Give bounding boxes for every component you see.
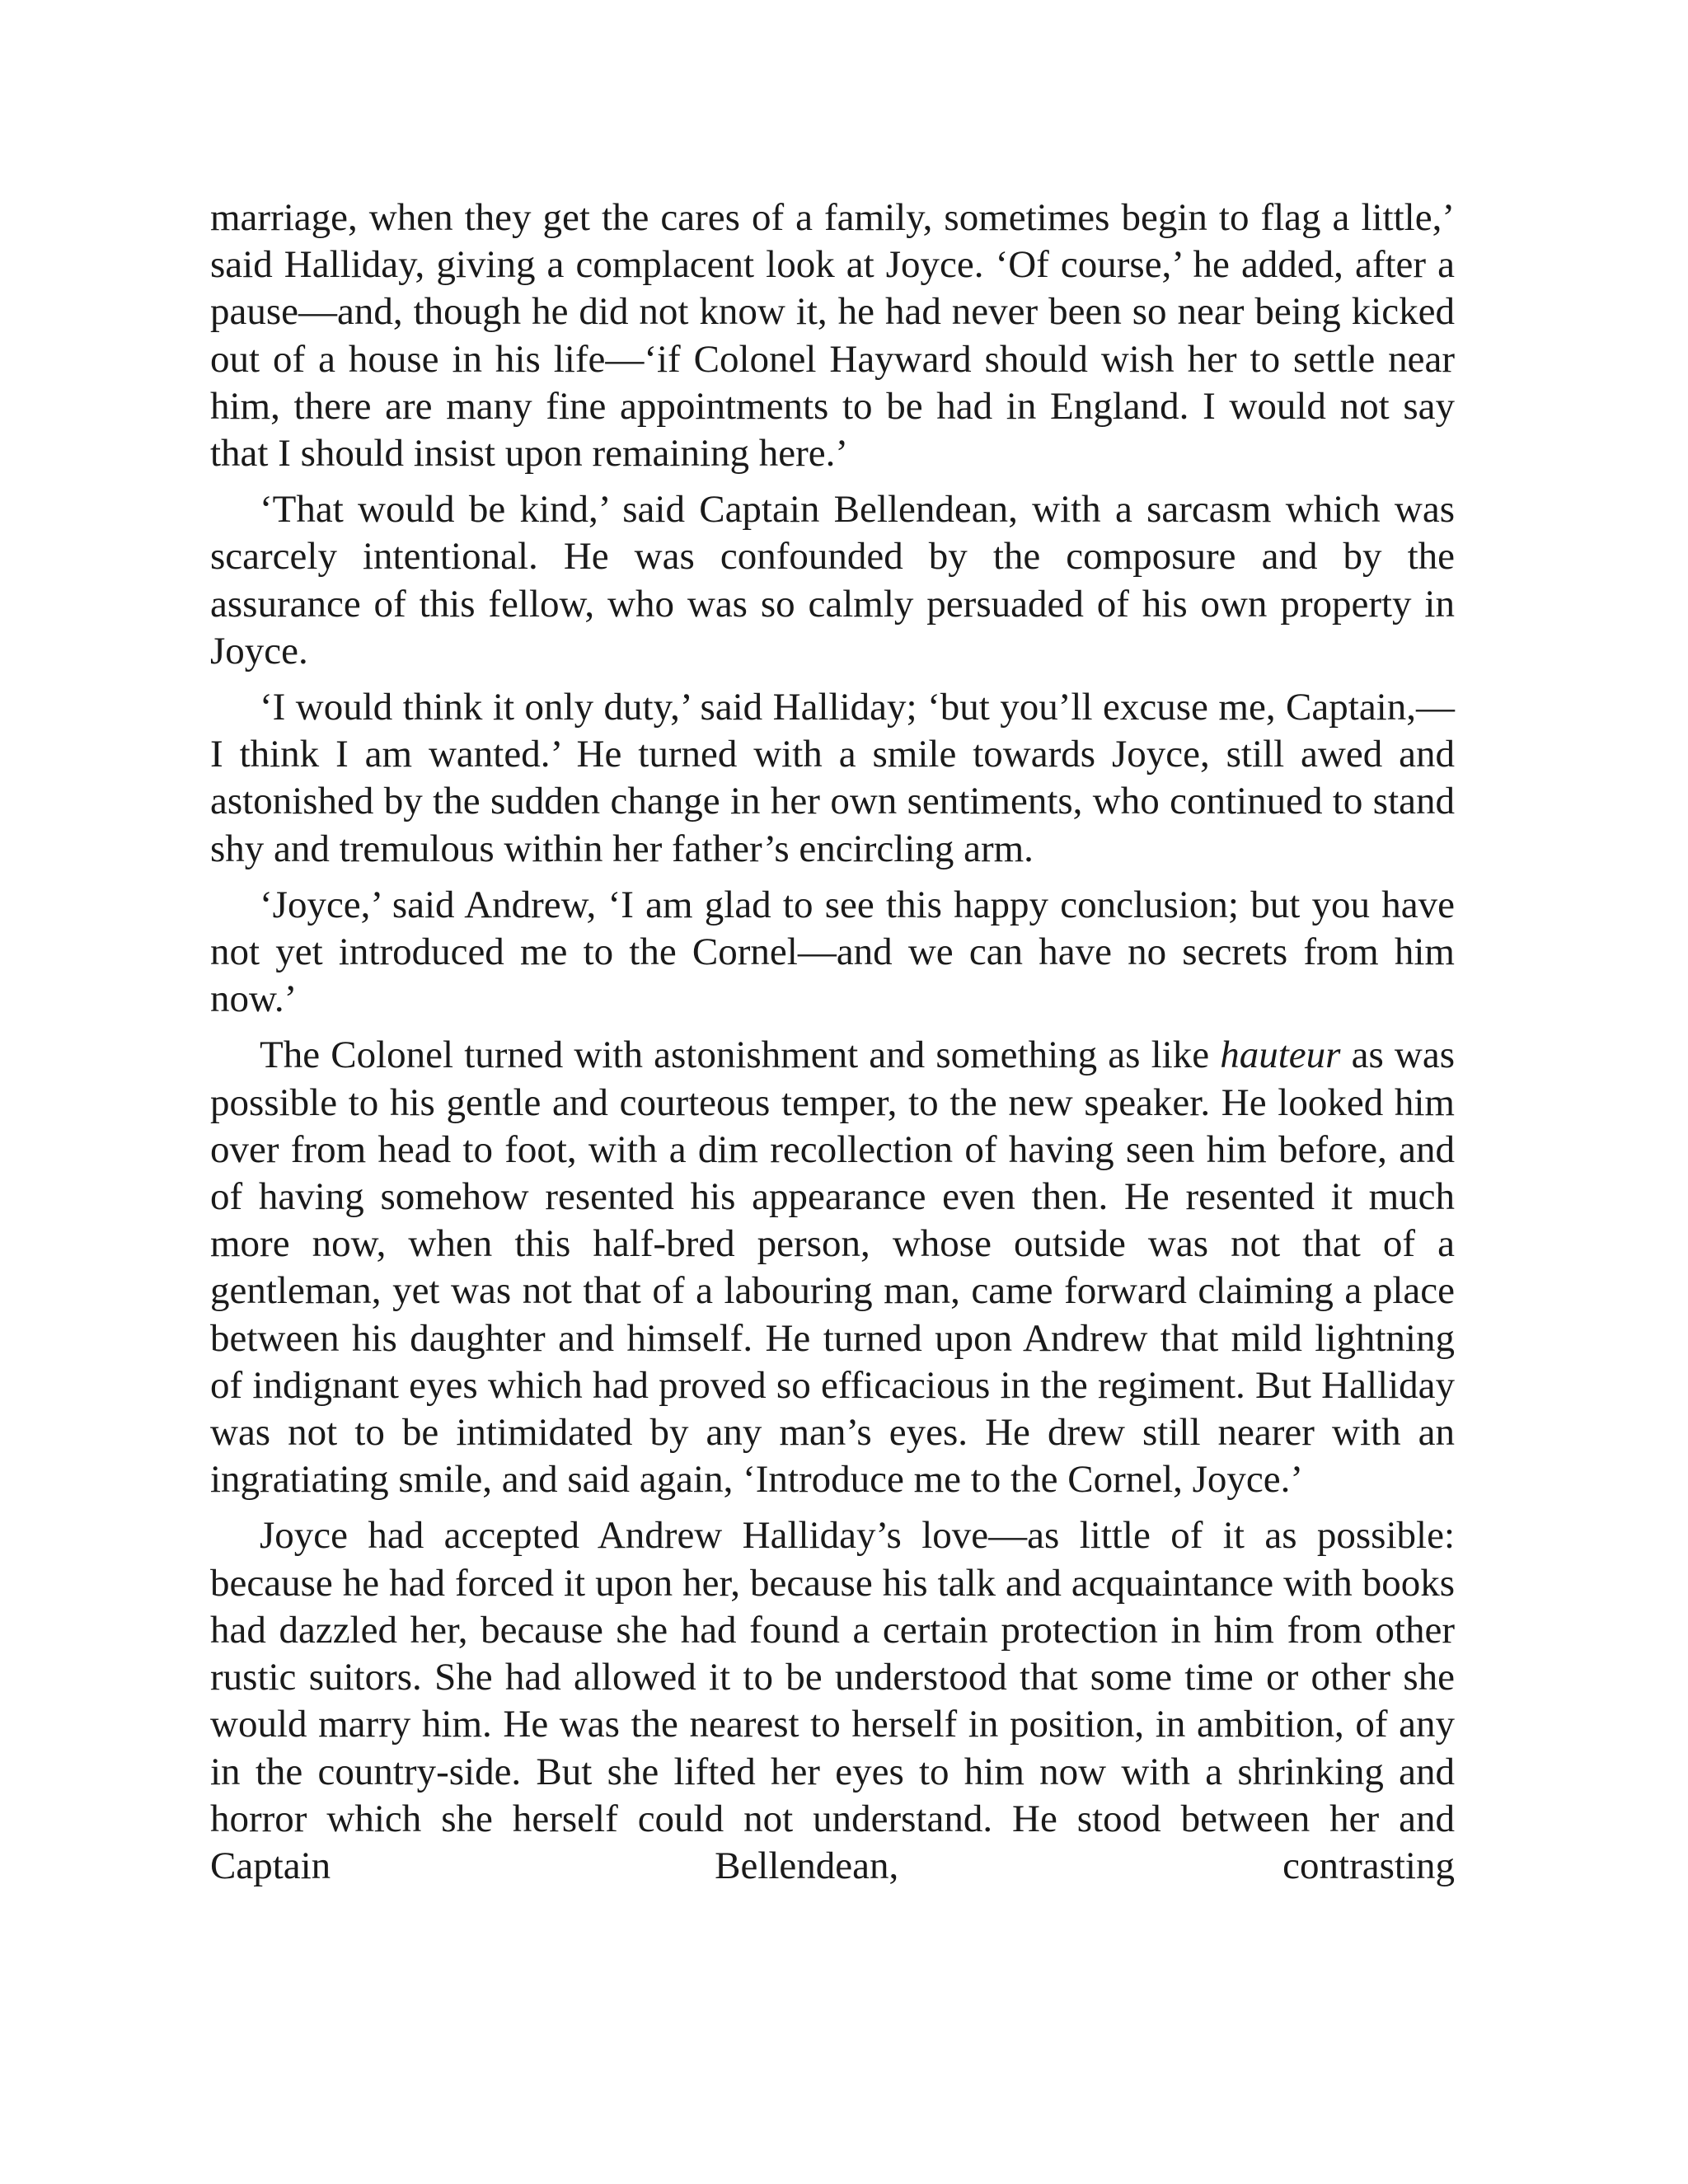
paragraph-5-after: as was possible to his gentle and courteous temper, to the new speaker. He looked him over from head to foot, with a dim recollection of having seen him before, and of having somehow resented his appearance even then. He resented it much more now, when this half-bred person, whose outside was not that of a gentleman, yet was not that of a labouring man, came forward claiming a place between his daughter and himself. He turned upon Andrew that mild lightning of indignant eyes which had proved so efficacious in the regiment. But Halliday was not to be intimidated by any man’s eyes. He drew still nearer with an ingratiating smile, and said again, ‘Introduce me to the Cornel, Joyce.’ — [210, 1033, 1455, 1502]
paragraph-5 — [210, 1032, 1455, 1503]
page-body — [210, 194, 1455, 1890]
paragraph-4: ‘Joyce,’ said Andrew, ‘I am glad to see this happy conclusion; but you have not yet introduced me to the Cornel—and we can have no secrets from him now.’ — [210, 883, 1455, 1021]
paragraph-6: Joyce had accepted Andrew Halliday’s love—as little of it as possible: because he had forced it upon her, because his talk and acquaintance with books had dazzled her, because she had found a certain protection in him from other rustic suitors. She had allowed it to be understood that some time or other she would marry him. He was the nearest to herself in position, in ambition, of any in the country-side. But she lifted her eyes to him now with a shrinking and horror which she herself could not understand. He stood between her and Captain Bellendean, contrasting — [210, 1514, 1455, 1887]
paragraph-5-emphasis: hauteur — [1220, 1033, 1341, 1077]
paragraph-continued: marriage, when they get the cares of a family, sometimes begin to flag a little,’ said Halliday, giving a complacent look at Joyce. ‘Of course,’ he added, after a pause—and, though he did not know it, he had never been so near being kicked out of a house in his life—‘if Colonel Hayward should wish her to settle near him, there are many fine appointments to be had in England. I would not say that I should insist upon remaining here.’ — [210, 196, 1455, 476]
paragraph-2: ‘That would be kind,’ said Captain Bellendean, with a sarcasm which was scarcely intentional. He was confounded by the composure and by the assurance of this fellow, who was so calmly persuaded of his own property in Joyce. — [210, 488, 1455, 673]
paragraph-5-before: The Colonel turned with astonishment and something as like — [260, 1033, 1221, 1077]
paragraph-3: ‘I would think it only duty,’ said Halliday; ‘but you’ll excuse me, Captain,—I think I am wanted.’ He turned with a smile towards Joyce, still awed and astonished by the sudden change in her own sentiments, who continued to stand shy and tremulous within her father’s encircling arm. — [210, 686, 1455, 870]
